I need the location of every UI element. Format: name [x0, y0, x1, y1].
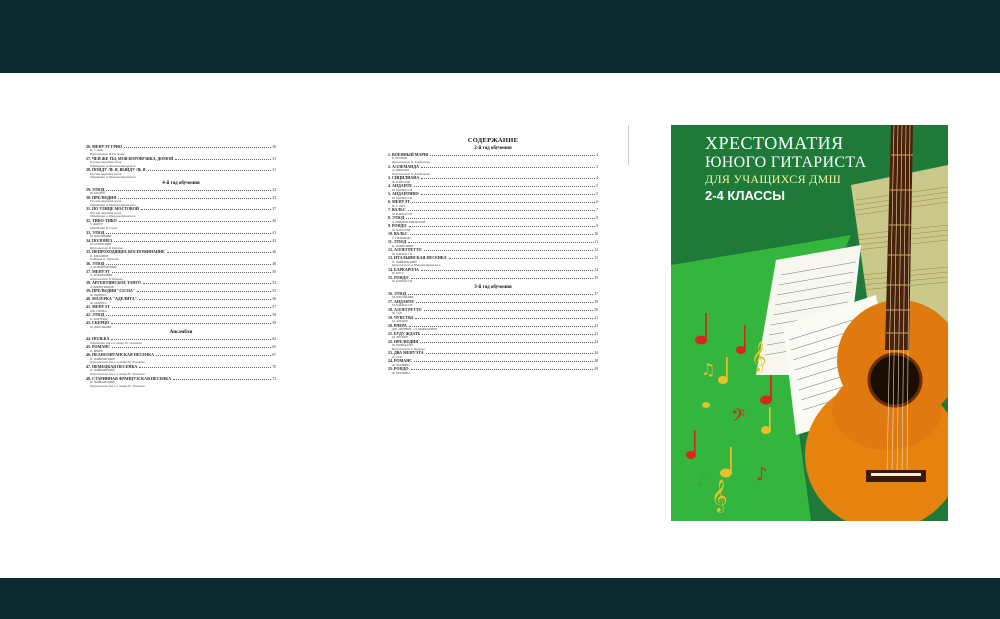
toc-leader-dots	[148, 170, 272, 171]
toc-page-number: 23	[594, 331, 598, 336]
toc-entry-title: 10. ВАЛЬС	[388, 231, 408, 237]
toc-entry	[388, 184, 598, 192]
toc-page-number: 4	[596, 176, 598, 181]
toc-page-number: 3	[596, 164, 598, 169]
toc-page-number: 15	[594, 275, 598, 280]
toc-entry-credit: Переложение для 2-х гитар Ю. Лиханова	[90, 360, 145, 365]
toc-entry-credit: М. КАРКАССИ	[392, 251, 413, 256]
toc-entry-title: 24. РОМАНС	[388, 358, 413, 364]
toc-page-number: 17	[594, 291, 598, 296]
toc-entry-credit: Ф. КЮЛЕР	[90, 191, 106, 196]
toc-entry	[388, 332, 598, 340]
toc-entry	[388, 292, 598, 300]
bass-clef-icon: 𝄢	[731, 406, 746, 431]
toc-entry-credit: М. АЛЬЦЕР	[392, 319, 408, 324]
toc-page-number: 48	[272, 261, 276, 266]
toc-list	[388, 145, 598, 375]
toc-entry	[86, 262, 276, 270]
toc-entry-credit: Ф. ТАРРЕГА	[90, 300, 107, 305]
toc-entry-credit: М. ДЖУЛИАНИ	[90, 324, 112, 329]
toc-entry	[86, 297, 276, 305]
toc-entry-credit: А. ИВАНОВ-КРАМСКОЙ	[392, 219, 426, 224]
toc-page-number: 5	[596, 184, 598, 189]
toc-leader-dots	[412, 202, 595, 203]
toc-entry-title: 29. ЭТЮД	[86, 186, 105, 192]
toc-entry-title: 11. ЭТЮД	[388, 239, 407, 245]
document-sheet	[0, 73, 1000, 578]
toc-section-heading: 3-й год обучения	[474, 284, 512, 290]
toc-entry-credit: ДЖ. ЛЕННОН – П. МАККАРТНИ	[392, 327, 437, 332]
toc-entry-title: 18. АЛЛЕГРЕТТО	[388, 306, 422, 312]
toc-leader-dots	[175, 159, 271, 160]
toc-leader-dots	[408, 242, 593, 243]
toc-entry-credit: Г. ГИЛЬЯРДО	[392, 235, 411, 240]
top-dark-band	[0, 0, 1000, 73]
toc-entry-credit: А. ВИНОГРАДОВ	[90, 284, 114, 289]
toc-leader-dots	[409, 226, 596, 227]
toc-page-number: 24	[594, 339, 598, 344]
toc-page-number: 41	[272, 230, 276, 235]
toc-entry-title: 32. ТИКО-ТИКО	[86, 217, 117, 223]
toc-leader-dots	[118, 198, 271, 199]
left-toc-page	[86, 145, 276, 388]
toc-entry	[86, 337, 276, 345]
toc-entry-title: 1. ВОЕННЫЙ МАРШ	[388, 152, 429, 157]
toc-entry-title: 17. АНДАНТЕ	[388, 298, 415, 304]
toc-page-number: 50	[272, 269, 276, 274]
toc-entry-title: 21. БУДУ ЖДАТЬ	[388, 330, 421, 336]
toc-entry-credit: М. КАРКАССИ	[392, 303, 413, 308]
toc-entry-title: 45. РОМАНС	[86, 344, 111, 350]
toc-entry	[388, 308, 598, 316]
toc-page-number: 11	[594, 240, 598, 245]
toc-entry-title: 13. ИТАЛЬЯНСКАЯ ПЕСЕНКА	[388, 255, 447, 261]
toc-page-number: 8	[596, 216, 598, 221]
toc-entry-title: 14. БАРКАРОЛА	[388, 266, 419, 272]
toc-leader-dots	[408, 210, 595, 211]
page-divider	[628, 125, 629, 165]
toc-entry-credit: К. ВЕБЕР	[90, 348, 103, 353]
toc-page-number: 22	[594, 323, 598, 328]
toc-entry-title: 27. ЧЕЙ ЖЕ ТЫ, МОЯ КОРОВУШКА, ДОМОЙ	[86, 155, 174, 161]
toc-page-number: 12	[594, 248, 598, 253]
toc-entry-credit: П. БИЛАНОВ	[90, 253, 109, 258]
toc-entry-title: 44. ПОЛЬКА	[86, 336, 110, 342]
toc-entry	[388, 359, 598, 367]
toc-entry	[388, 351, 598, 359]
toc-entry	[86, 321, 276, 329]
toc-entry-title: 12. АЛЛЕГРЕТТО	[388, 247, 422, 253]
toc-entry-credit: Обработка В. Сонга	[90, 225, 118, 230]
toc-page-number: 46	[272, 250, 276, 255]
cover-title-line1: ХРЕСТОМАТИЯ	[705, 133, 844, 153]
toc-leader-dots	[420, 342, 593, 343]
toc-entry-title: 25. РОНДО	[388, 366, 409, 372]
toc-entry-credit: Переложение А. Иванова-Крамского	[392, 263, 441, 268]
cover-title-line2: ЮНОГО ГИТАРИСТА	[705, 154, 867, 171]
toc-entry-title: 46. НЕАПОЛИТАНСКАЯ ПЕСЕНКА	[86, 352, 154, 358]
toc-page-number: 24	[594, 351, 598, 356]
toc-entry	[388, 176, 598, 184]
toc-entry-credit: Русская народная песня	[90, 199, 122, 204]
toc-entry-title: 3. СИЦИЛИАНА	[388, 175, 420, 181]
toc-entry-title: 31. ПО УЛИЦЕ МОСТОВОЙ	[86, 206, 139, 212]
toc-entry-title: 43. СКЕРЦО	[86, 320, 110, 326]
toc-leader-dots	[111, 323, 271, 324]
toc-page-number: 70	[272, 364, 276, 369]
toc-entry-title: 40. МАЗУРКА "АДЕЛИТА"	[86, 296, 137, 302]
toc-entry	[388, 153, 598, 165]
toc-page-number: 72	[272, 376, 276, 381]
toc-entry	[388, 232, 598, 240]
toc-page-number: 13	[594, 256, 598, 261]
toc-leader-dots	[415, 318, 593, 319]
toc-page-number: 65	[272, 345, 276, 350]
toc-entry-credit: Ф. КАРУЛЛИ	[392, 227, 410, 232]
toc-leader-dots	[406, 218, 595, 219]
toc-entry-title: 23. ДВА МЕНУЭТА	[388, 350, 424, 356]
toc-entry-title: 7. ВАЛЬС	[388, 207, 406, 213]
toc-entry-title: 20. ВЧЕРА	[388, 322, 407, 328]
toc-entry-credit: М. КАРКАССИ	[392, 195, 413, 200]
treble-clef-icon: 𝄞	[751, 342, 767, 372]
toc-entry-credit: П. ЧАЙКОВСКИЙ	[392, 259, 417, 264]
toc-leader-dots	[173, 379, 271, 380]
toc-entry	[388, 276, 598, 284]
toc-entry	[86, 231, 276, 239]
toc-page-number: 7	[596, 208, 598, 213]
toc-leader-dots	[106, 190, 271, 191]
toc-page-number: 43	[272, 238, 276, 243]
toc-leader-dots	[106, 315, 271, 316]
toc-entry	[86, 168, 276, 180]
toc-entry-title: 8. ЭТЮД	[388, 215, 405, 221]
toc-entry	[388, 165, 598, 177]
toc-page-number: 57	[272, 305, 276, 310]
toc-entry	[86, 313, 276, 321]
toc-entry-credit: М. ДЖУЛИАНИ	[392, 295, 414, 300]
toc-entry-credit: Переложение В. Козлова	[90, 276, 123, 281]
toc-page-number: 55	[272, 289, 276, 294]
toc-entry-credit: Р. ШУМАН	[392, 156, 408, 161]
toc-leader-dots	[414, 361, 593, 362]
toc-leader-dots	[112, 272, 272, 273]
toc-page-number: 30	[272, 145, 276, 149]
note-icon-3: ♪	[696, 470, 707, 489]
toc-entry-title: 19. ЧУВСТВА	[388, 314, 414, 320]
toc-leader-dots	[414, 186, 595, 187]
toc-leader-dots	[449, 258, 594, 259]
toc-page-number: 20	[594, 307, 598, 312]
toc-entry	[388, 224, 598, 232]
note-icon-2: ♪	[756, 464, 768, 485]
toc-leader-dots	[422, 334, 593, 335]
toc-entry-credit: М. КАРКАССИ	[392, 187, 413, 192]
toc-page-number: 67	[272, 353, 276, 358]
toc-leader-dots	[421, 178, 595, 179]
toc-entry-credit: Ф. МОЛИНО	[392, 370, 410, 375]
toc-entry-credit: Переложение для 2-х гитар Ю. Лиханова	[90, 371, 145, 376]
toc-leader-dots	[411, 278, 594, 279]
toc-entry-credit: Русская народная песня	[90, 160, 122, 164]
toc-section-heading: 2-й год обучения	[474, 146, 512, 151]
toc-leader-dots	[421, 270, 593, 271]
toc-leader-dots	[411, 369, 594, 370]
toc-leader-dots	[408, 294, 593, 295]
toc-entry-credit: К. КАРТЕРАС	[90, 316, 109, 321]
toc-entry-credit: Обработка А. Иванова-Крамского	[90, 163, 136, 168]
toc-entry	[388, 208, 598, 216]
toc-entry	[86, 250, 276, 262]
toc-entry-title: 37. МЕНУЭТ	[86, 268, 110, 274]
toc-entry-title: 39. ПРЕЛЮДИЯ "СЕЛЗА"	[86, 288, 136, 294]
toc-entry-credit: Ф. РОНКАЛЛИ	[392, 343, 413, 348]
toc-leader-dots	[112, 347, 271, 348]
toc-entry-credit: Н. КОСТ	[392, 271, 404, 276]
toc-leader-dots	[114, 241, 271, 242]
bottom-dark-band	[0, 578, 1000, 619]
toc-entry	[86, 219, 276, 231]
toc-page-number: 29	[594, 367, 598, 372]
toc-entry-credit: А. КОМАРОВСКИЙ	[90, 265, 117, 270]
toc-entry-title: 26. МЕНУЭТ ГРИО	[86, 144, 123, 149]
toc-entry	[388, 200, 598, 208]
toc-entry-title: 4. АНДАНТЕ	[388, 183, 413, 189]
toc-leader-dots	[119, 221, 272, 222]
toc-entry	[388, 316, 598, 324]
toc-leader-dots	[424, 310, 594, 311]
toc-leader-dots	[106, 233, 271, 234]
toc-leader-dots	[139, 299, 272, 300]
toc-entry	[86, 305, 276, 313]
toc-entry-credit: П. ЧАЙКОВСКИЙ	[90, 356, 115, 361]
toc-page-number: 14	[594, 267, 598, 272]
toc-entry-title: 16. ЭТЮД	[388, 290, 407, 296]
cover-title-line3: ДЛЯ УЧАЩИХСЯ ДМШ	[705, 172, 842, 186]
toc-page-number: 5	[596, 192, 598, 197]
toc-leader-dots	[421, 194, 595, 195]
toc-entry	[388, 268, 598, 276]
toc-page-number: 32	[272, 187, 276, 192]
toc-entry-credit: М. ЛЕГРАН	[392, 335, 408, 340]
toc-entry-title: 22. ПРЕЛЮДИЯ	[388, 338, 419, 344]
toc-entry	[388, 256, 598, 268]
book-cover	[671, 125, 948, 521]
toc-entry-credit: Обработка А. Иванова-Крамского	[90, 214, 136, 219]
toc-page-number: 31	[272, 156, 276, 161]
toc-entry-title: 15. РОНДО	[388, 274, 409, 280]
toc-leader-dots	[430, 155, 595, 156]
toc-entry-credit: Переложение В. Павлова	[90, 245, 124, 250]
toc-entry-credit: З. АБРЕУ	[90, 222, 103, 227]
toc-leader-dots	[410, 234, 594, 235]
toc-entry-title: 28. ПОЙДУ ЛЬ Я, ВЫЙДУ ЛЬ Я	[86, 167, 146, 173]
toc-entry-title: 9. РОНДО	[388, 223, 407, 229]
toc-entry-title: 42. ЭТЮД	[86, 312, 105, 318]
toc-entry-credit: Переложение З. Барнеца	[392, 346, 425, 351]
toc-leader-dots	[421, 167, 595, 168]
toc-leader-dots	[112, 307, 272, 308]
toc-entry	[388, 216, 598, 224]
toc-entry-credit: Переложение В. Русинова	[90, 152, 125, 156]
toc-page-number: 56	[272, 297, 276, 302]
toc-entry-credit: Русская народная песня	[90, 171, 122, 176]
toc-page-number: 58	[272, 313, 276, 318]
toc-entry-title: 48. СТАРИННАЯ ФРАНЦУЗСКАЯ ПЕСЕНКА	[86, 375, 172, 381]
toc-entry-credit: Русская народная песня	[90, 210, 122, 215]
toc-heading: СОДЕРЖАНИЕ	[467, 137, 519, 144]
toc-entry-title: 47. НЕМЕЦКАЯ ПЕСЕНКА	[86, 363, 138, 369]
toc-entry-credit: М. ДЖУЛИАНИ	[90, 233, 112, 238]
toc-entry-credit: Переложение для 2-х гитар Ю. Лиханова	[90, 383, 145, 388]
toc-page-number: 33	[272, 195, 276, 200]
toc-page-number: 6	[596, 200, 598, 205]
toc-leader-dots	[167, 252, 272, 253]
toc-entry-credit: Ф. МОЛИНО	[392, 362, 410, 367]
toc-entry-credit: М. ОГИНСКИЙ	[90, 241, 112, 246]
toc-entry	[388, 367, 598, 375]
toc-entry-credit: Переложение П. Агафошина	[392, 160, 430, 164]
toc-leader-dots	[424, 250, 594, 251]
toc-leader-dots	[139, 367, 271, 368]
toc-entry-title: 35. НЕПРОХОДЯЩЕЕ ВОСПОМИНАНИЕ	[86, 249, 165, 255]
toc-entry-credit: Ф. КАРУЛЛИ	[392, 179, 410, 184]
toc-leader-dots	[137, 291, 271, 292]
toc-leader-dots	[416, 302, 593, 303]
toc-page-number: 9	[596, 224, 598, 229]
toc-entry-title: 5. АНДАНТИНО	[388, 191, 419, 197]
toc-page-number: 3	[596, 153, 598, 157]
toc-entry-credit: М. КАРКАССИ	[392, 279, 413, 284]
toc-entry-title: 36. ЭТЮД	[86, 260, 105, 266]
toc-entry-title: 6. МЕНУЭТ	[388, 199, 410, 205]
toc-entry-credit: Д. ЦИПОЛИ	[392, 168, 409, 172]
toc-leader-dots	[156, 355, 271, 356]
toc-page-number: 62	[272, 337, 276, 342]
cover-title-line4: 2-4 КЛАССЫ	[705, 188, 786, 203]
toc-entry-credit: Обработка А. Иванова-Крамского	[90, 202, 136, 207]
toc-page-number: 19	[594, 299, 598, 304]
toc-entry-credit: Переложение П. Агафошина	[392, 171, 430, 176]
toc-page-number: 31	[272, 168, 276, 173]
toc-entry-title: 38. АРГЕНТИНСКОЕ ТАНГО	[86, 280, 142, 286]
toc-entry-title: 2. АЛЛЕМАНДА	[388, 163, 419, 169]
toc-leader-dots	[124, 147, 271, 148]
toc-entry-credit: П. ЧАЙКОВСКИЙ	[90, 368, 115, 373]
toc-entry-credit: Ф. СОР	[392, 354, 403, 359]
treble-clef-icon-2: 𝄞	[711, 479, 728, 512]
toc-page-number: 21	[594, 315, 598, 320]
toc-entry-credit: Ф. ТАРРЕГА	[90, 292, 107, 297]
toc-section-heading: 4-й год обучения	[162, 180, 200, 186]
toc-page-number: 53	[272, 281, 276, 286]
toc-entry-title: 41. МЕНУЭТ	[86, 304, 110, 310]
toc-entry-credit: М. КАРКАССИ	[392, 211, 413, 216]
toc-entry-credit: И. С. БАХ	[90, 148, 103, 153]
toc-entry-credit: И. С. БАХ	[392, 203, 405, 208]
cover-title	[705, 133, 945, 205]
toc-entry-credit: П. ЧАЙКОВСКИЙ	[90, 379, 115, 384]
right-toc-page	[388, 137, 598, 375]
toc-entry-credit: Редакция А. Торопова	[90, 257, 119, 262]
toc-entry-credit: Обработка для 2-х гитар Ю. Лиханова	[90, 340, 142, 345]
toc-entry	[86, 365, 276, 377]
toc-page-number: 10	[594, 232, 598, 237]
toc-page-number: 28	[594, 359, 598, 364]
toc-leader-dots	[141, 209, 271, 210]
toc-leader-dots	[426, 353, 594, 354]
toc-entry	[86, 145, 276, 157]
toc-entry-title: 34. ПОЛОНЕЗ	[86, 237, 113, 243]
toc-page-number: 40	[272, 218, 276, 223]
toc-entry-credit: Обработка А. Иванова-Крамского	[90, 175, 136, 180]
toc-leader-dots	[143, 283, 271, 284]
toc-entry-credit: П. АГАФОШИН	[392, 243, 414, 248]
toc-leader-dots	[106, 264, 271, 265]
toc-entry-credit: ДЖ. ПРИКА	[90, 308, 107, 313]
toc-entry-credit: Ф. СОР	[392, 311, 403, 316]
note-icon: ♫	[701, 360, 716, 379]
toc-page-number: 37	[272, 207, 276, 212]
toc-entry-title: 33. ЭТЮД	[86, 229, 105, 235]
toc-entry	[388, 192, 598, 200]
toc-page-number: 59	[272, 321, 276, 326]
toc-section-heading: Ансамбли	[169, 330, 193, 336]
toc-entry-credit: Л. БОККЕРИНИ	[90, 273, 113, 278]
toc-entry-title: 30. ПРЕЛЮДИЯ	[86, 194, 117, 200]
toc-entry	[86, 377, 276, 389]
